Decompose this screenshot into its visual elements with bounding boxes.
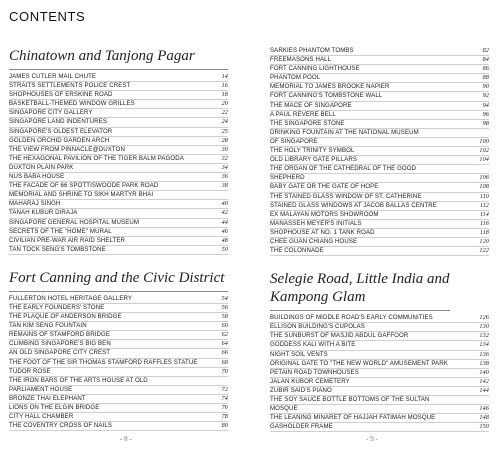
entry-page: 44 [221,218,228,226]
entry-title: NIGHT SOIL VENTS [270,350,328,358]
entry-title: THE FACADE OF 66 SPOTTISWOODE PARK ROAD [9,182,159,190]
entry-title: THE FOOT OF THE SIR THOMAS STAMFORD RAFFLES STATUE [9,358,198,366]
entry-page: 88 [482,74,489,82]
toc-entry [270,193,489,202]
entry-title: MEMORIAL AND SHRINE TO SIKH MARTYR BHAI [9,191,154,199]
entry-title: SHOPHOUSE AT NO. 1 TANK ROAD [270,228,375,236]
toc-entry [270,247,489,256]
entry-page: 98 [482,119,489,127]
entry-title: BRONZE THAI ELEPHANT [9,394,86,402]
entry-page: 40 [221,200,228,208]
toc-entry [270,138,489,147]
entry-page: 62 [221,331,228,339]
entry-title: FULLERTON HOTEL HERITAGE GALLERY [9,294,133,302]
toc-entry [270,56,489,65]
toc-entry [270,323,489,332]
toc-entry [9,404,228,413]
toc-entry [270,360,489,369]
entry-page: 108 [479,183,489,191]
entry-page: 30 [221,145,228,153]
entry-page: 132 [479,332,489,340]
entry-title: THE HOLY TRINITY SYMBOL [270,147,355,155]
entry-page: 70 [221,367,228,375]
entry-title: DUXTON PLAIN PARK [9,163,74,171]
entry-title: MAHARAJ SINGH [9,200,61,208]
toc-entry [270,174,489,183]
toc-entry [270,92,489,101]
entry-list [9,73,228,255]
toc-entry [9,386,228,395]
left-column [9,47,228,431]
entry-title: THE HEXAGONAL PAVILION OF THE TIGER BALM PAGODA [9,154,184,162]
toc-entry [270,405,489,414]
entry-page: 142 [479,377,489,385]
entry-title: TANAH KUBUR DIRAJA [9,209,78,217]
entry-page: 102 [479,147,489,155]
toc-entry [9,146,228,155]
entry-title: LIONS ON THE ELGIN BRIDGE [9,404,100,411]
entry-title: THE SUNBURST OF MASJID ABDUL GAFFOOR [270,332,409,340]
entry-page: 18 [221,91,228,99]
entry-page: 64 [221,340,228,348]
entry-page: 136 [479,350,489,358]
toc-entry [270,156,489,165]
entry-page: 118 [479,228,489,236]
entry-title: CHEE GUAN CHIANG HOUSE [270,237,358,245]
entry-title: CLIMBING SINGAPORE'S BIG BEN [9,340,111,348]
entry-page: 48 [221,236,228,244]
toc-entry [9,422,228,431]
toc-entry [270,229,489,238]
entry-page: 110 [479,192,489,200]
entry-title: GODDESS KALI WITH A BITE [270,341,356,349]
entry-title: TAN KIM SENG FOUNTAIN [9,322,87,330]
entry-page: 24 [221,118,228,126]
toc-entry [270,396,489,405]
toc-entry [270,378,489,387]
toc-entry [9,246,228,255]
entry-page: 122 [479,247,489,255]
entry-title: THE IRON BARS OF THE ARTS HOUSE AT OLD [9,376,148,384]
entry-title: STRAITS SETTLEMENTS POLICE CREST [9,82,131,90]
entry-page: 72 [221,385,228,393]
entry-page: 78 [221,413,228,421]
entry-page: 104 [479,156,489,164]
entry-page: 130 [479,323,489,331]
entry-page: 92 [482,92,489,100]
entry-page: 56 [221,303,228,311]
toc-entry [270,165,489,174]
entry-page: 74 [221,394,228,402]
entry-title: TUDOR ROSE [9,367,51,375]
toc-entry [9,313,228,322]
page-number: - 9 - [366,435,378,443]
toc-entry [9,340,228,349]
entry-title: THE SOY SAUCE BOTTLE BOTTOMS OF THE SULTAN [270,396,430,403]
entry-title: JALAN KUBOR CEMETERY [270,377,350,385]
entry-title: FORT CANNING LIGHTHOUSE [270,65,360,73]
entry-title: PHANTOM POOL [270,74,321,82]
entry-page: 38 [221,182,228,190]
entry-page: 14 [221,73,228,80]
toc-entry [9,82,228,91]
entry-title: MOSQUE [270,405,298,413]
entry-page: 86 [482,65,489,73]
toc-entry [9,359,228,368]
entry-title: BASKETBALL-THEMED WINDOW GRILLES [9,100,135,108]
entry-title: FORT CANNING'S TOMBSTONE WALL [270,92,383,100]
toc-entry [270,220,489,229]
toc-entry [270,423,489,432]
entry-page: 146 [479,405,489,413]
entry-title: DRINKING FOUNTAIN AT THE NATIONAL MUSEUM [270,128,419,136]
entry-title: ORIGINAL GATE TO "THE NEW WORLD" AMUSEMENT PARK [270,359,448,367]
page-title: CONTENTS [9,9,86,24]
entry-page: 34 [221,163,228,171]
entry-title: THE VIEW FROM PINNACLE@DUXTON [9,145,125,153]
toc-entry [270,238,489,247]
toc-entry [270,351,489,360]
entry-title: EX MALAYAN MOTORS SHOWROOM [270,210,379,218]
entry-page: 94 [482,101,489,109]
toc-entry [270,129,489,138]
entry-page: 42 [221,209,228,217]
toc-entry [270,83,489,92]
page-number: - 8 - [120,435,132,443]
entry-page: 68 [221,358,228,366]
toc-entry [270,332,489,341]
toc-entry [9,295,228,304]
entry-page: 100 [479,137,489,145]
entry-title: GASHOLDER FRAME [270,423,333,431]
toc-entry [270,47,489,56]
toc-entry [9,191,228,200]
toc-entry [270,65,489,74]
entry-title: THE COLONNADE [270,247,324,255]
toc-entry [270,211,489,220]
entry-title: AN OLD SINGAPORE CITY CREST [9,349,111,357]
toc-entry [9,377,228,386]
entry-title: ELLISON BUILDING'S CUPOLAS [270,323,365,331]
entry-title: THE LEANING MINARET OF HAJJAH FATIMAH MOSQUE [270,414,436,422]
entry-title: ZUBIR SAID'S PIANO [270,386,332,394]
toc-entry [9,209,228,218]
toc-entry [9,219,228,228]
toc-entry [9,173,228,182]
entry-title: PARLIAMENT HOUSE [9,385,73,393]
entry-title: STAINED GLASS WINDOWS AT JACOB BALLAS CENTRE [270,201,437,209]
toc-entry [9,395,228,404]
entry-title: CIVILIAN PRE-WAR AIR RAID SHELTER [9,236,126,244]
toc-entry [270,102,489,111]
entry-list [9,295,228,431]
entry-title: SECRETS OF THE "HOME" MURAL [9,227,112,235]
toc-entry [9,73,228,82]
entry-title: FREEMASONS HALL [270,56,332,64]
right-column [270,47,489,432]
toc-entry [9,413,228,422]
entry-title: SINGAPORE LAND INDENTURES [9,118,107,126]
entry-page: 58 [221,313,228,321]
toc-entry [9,164,228,173]
entry-page: 114 [479,210,489,218]
entry-title: OLD LIBRARY GATE PILLARS [270,156,358,164]
entry-title: TAN TOCK SENG'S TOMBSTONE [9,245,106,253]
entry-page: 32 [221,154,228,162]
entry-page: 60 [221,322,228,330]
toc-entry [9,118,228,127]
entry-title: THE MACE OF SINGAPORE [270,101,352,109]
entry-title: SINGAPORE CITY GALLERY [9,109,93,117]
toc-entry [9,200,228,209]
entry-title: MEMORIAL TO JAMES BROOKE NAPIER [270,83,390,91]
toc-entry [270,183,489,192]
toc-entry [9,322,228,331]
toc-entry [270,341,489,350]
entry-list [270,47,489,256]
entry-page: 66 [221,349,228,357]
entry-page: 22 [221,109,228,117]
section-title: Fort Canning and the Civic District [9,269,228,292]
entry-page: 54 [221,294,228,302]
entry-title: SINGAPORE GENERAL HOSPITAL MUSEUM [9,218,140,226]
toc-entry [270,147,489,156]
entry-list [270,314,489,432]
toc-entry [270,414,489,423]
entry-title: THE STAINED GLASS WINDOW OF ST. CATHERINE [270,192,422,200]
toc-entry [9,128,228,137]
entry-page: 126 [479,314,489,322]
toc-entry [9,109,228,118]
entry-page: 140 [479,368,489,376]
entry-page: 120 [479,237,489,245]
entry-page: 28 [221,136,228,144]
entry-title: SHEPHERD [270,174,305,182]
entry-page: 116 [479,219,489,227]
entry-title: SINGAPORE'S OLDEST ELEVATOR [9,127,113,135]
toc-entry [270,387,489,396]
entry-page: 150 [479,423,489,431]
toc-entry [9,137,228,146]
entry-page: 25 [221,127,228,135]
entry-title: THE PLAQUE OF ANDERSON BRIDGE [9,313,122,321]
entry-title: SARKIES PHANTOM TOMBS [270,47,354,54]
entry-title: MANASSEH MEYER'S INITIALS [270,219,362,227]
toc-entry [270,314,489,323]
entry-page: 82 [482,47,489,54]
entry-title: THE SINGAPORE STONE [270,119,345,127]
entry-title: NUS BABA HOUSE [9,173,65,181]
entry-page: 16 [221,82,228,90]
entry-page: 76 [221,404,228,411]
entry-title: OF SINGAPORE [270,137,318,145]
entry-title: A PAUL REVERE BELL [270,110,336,118]
entry-page: 144 [479,386,489,394]
section-title: Chinatown and Tanjong Pagar [9,47,228,70]
toc-entry [9,228,228,237]
entry-title: BABY GATE OR THE GATE OF HOPE [270,183,379,191]
toc-entry [270,111,489,120]
toc-entry [9,155,228,164]
toc-entry [9,368,228,377]
entry-title: BUILDINGS OF MIDDLE ROAD'S EARLY COMMUNITIES [270,314,433,322]
entry-title: THE EARLY FOUNDERS' STONE [9,303,105,311]
toc-entry [270,369,489,378]
entry-title: GOLDEN ORCHID GARDEN ARCH [9,136,110,144]
entry-title: THE ORGAN OF THE CATHEDRAL OF THE GOOD [270,165,417,173]
entry-page: 80 [221,422,228,430]
section-title: Selegie Road, Little India and Kampong Glam [270,270,450,311]
toc-entry [9,182,228,191]
toc-entry [9,100,228,109]
entry-page: 112 [479,201,489,209]
toc-entry [9,91,228,100]
entry-title: PETAIN ROAD TOWNHOUSES [270,368,359,376]
entry-page: 50 [221,245,228,253]
entry-page: 134 [479,341,489,349]
entry-title: CITY HALL CHAMBER [9,413,74,421]
entry-page: 96 [482,110,489,118]
toc-entry [9,349,228,358]
entry-page: 90 [482,83,489,91]
entry-page: 138 [479,359,489,367]
entry-page: 106 [479,174,489,182]
entry-page: 20 [221,100,228,108]
entry-page: 148 [479,414,489,422]
toc-entry [9,331,228,340]
toc-entry [9,304,228,313]
toc-entry [9,237,228,246]
entry-page: 84 [482,56,489,64]
entry-title: THE COVENTRY CROSS OF NAILS [9,422,113,430]
toc-entry [270,120,489,129]
toc-entry [270,74,489,83]
toc-entry [270,202,489,211]
entry-title: JAMES CUTLER MAIL CHUTE [9,73,97,80]
entry-title: SHOPHOUSES OF ERSKINE ROAD [9,91,113,99]
entry-title: REMAINS OF STAMFORD BRIDGE [9,331,111,339]
entry-page: 36 [221,173,228,181]
entry-page: 46 [221,227,228,235]
